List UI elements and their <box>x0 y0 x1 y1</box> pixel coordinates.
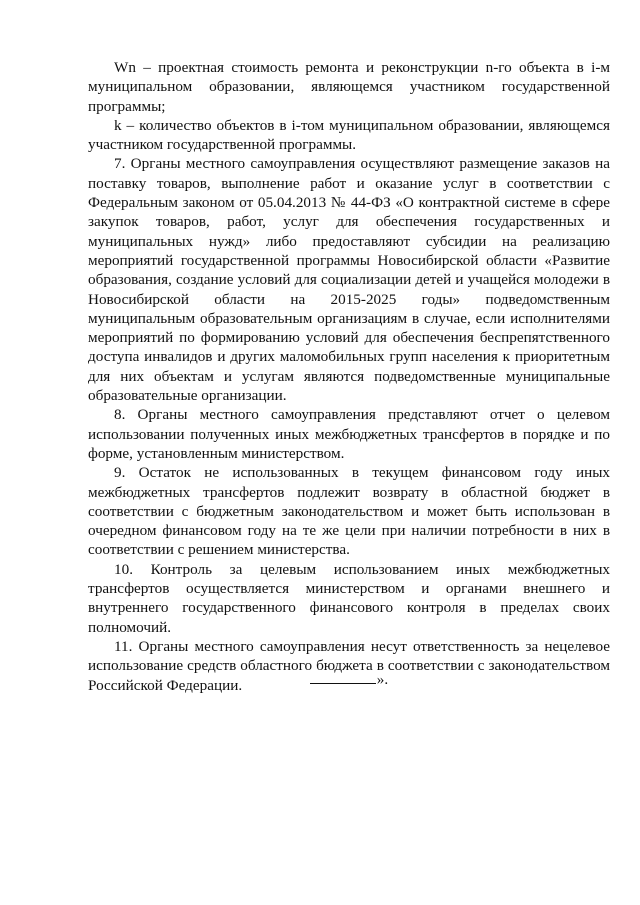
paragraph-wn-definition: Wn – проектная стоимость ремонта и реконструкции n-го объекта в i-м муниципальном образовании, являющемся участником государственной программы; <box>88 59 610 115</box>
paragraph-clause-10: 10. Контроль за целевым использованием иных межбюджетных трансфертов осуществляется министерством и органами внешнего и внутреннего государственного финансового контроля в пределах своих полномочий. <box>88 560 610 636</box>
paragraph-clause-8: 8. Органы местного самоуправления представляют отчет о целевом использовании полученных иных межбюджетных трансфертов в порядке и по форме, установленным министерством. <box>88 406 610 462</box>
paragraph-clause-9: 9. Остаток не использованных в текущем финансовом году иных межбюджетных трансфертов подлежит возврату в областной бюджет в соответствии с бюджетным законодательством и может быть использован в очередном финансовом году на те же цели при наличии потребности в них в соответствии с решением министерства. <box>88 464 610 559</box>
paragraph-clause-11: 11. Органы местного самоуправления несут ответственность за нецелевое использование средств областного бюджета в соответствии с законодательством Российской Федерации. <box>88 637 610 694</box>
closing-quote-mark: ». <box>376 671 389 688</box>
signature-blank-line <box>310 670 376 684</box>
document-page <box>88 58 610 878</box>
closing-line <box>88 670 610 689</box>
paragraph-k-definition: k – количество объектов в i-том муниципальном образовании, являющемся участником государственной программы. <box>88 116 610 154</box>
paragraph-clause-7: 7. Органы местного самоуправления осуществляют размещение заказов на поставку товаров, выполнение работ и оказание услуг в соответствии с Федеральным законом от 05.04.2013 № 44-ФЗ «О контрактной системе в сфере закупок товаров, работ, услуг для обеспечения государственных и муниципальных нужд» либо предоставляют субсидии на реализацию мероприятий государственной программы Новосибирской области «Развитие образования, создание условий для социализации детей и учащейся молодежи в Новосибирской области на 2015-2025 годы» подведомственным муниципальным образовательным организациям в случае, если исполнителями мероприятий по формированию условий для обеспечения беспрепятственного доступа инвалидов и других маломобильных групп населения к приоритетным для них объектам и услугам являются подведомственные муниципальные образовательные организации. <box>88 155 610 405</box>
